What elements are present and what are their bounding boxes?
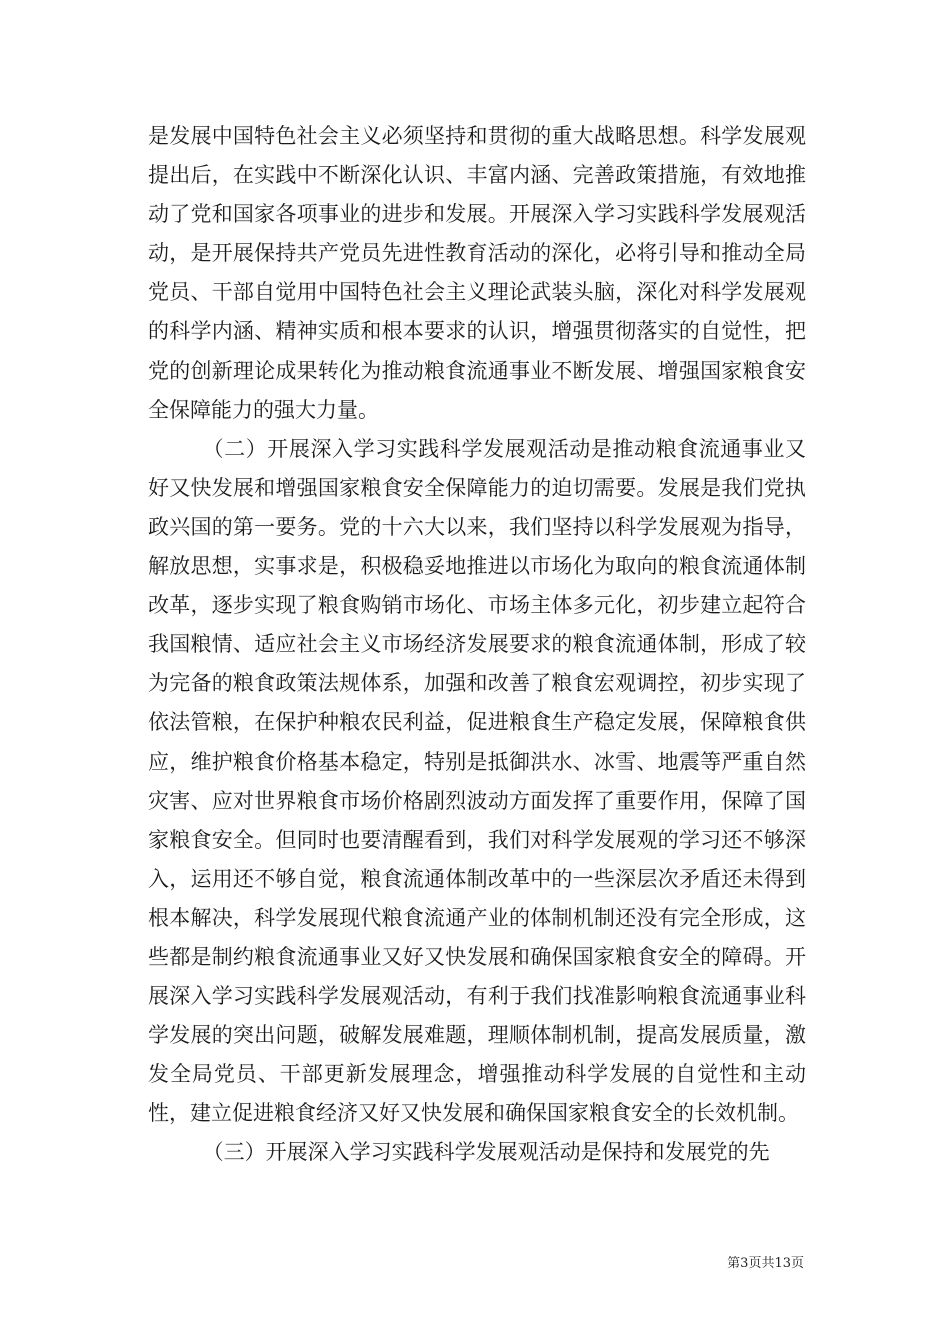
document-body — [148, 117, 806, 1173]
page-number: 第3页共13页 — [727, 1256, 804, 1271]
paragraph-continuation: 是发展中国特色社会主义必须坚持和贯彻的重大战略思想。科学发展观提出后，在实践中不断深化认识、丰富内涵、完善政策措施，有效地推动了党和国家各项事业的进步和发展。开展深入学习实践科学发展观活动，是开展保持共产党员先进性教育活动的深化，必将引导和推动全局党员、干部自觉用中国特色社会主义理论武装头脑，深化对科学发展观的科学内涵、精神实质和根本要求的认识，增强贯彻落实的自觉性，把党的创新理论成果转化为推动粮食流通事业不断发展、增强国家粮食安全保障能力的强大力量。 — [148, 124, 806, 422]
paragraph-section-three: （三）开展深入学习实践科学发展观活动是保持和发展党的先 — [202, 1140, 770, 1165]
paragraph-section-two: （二）开展深入学习实践科学发展观活动是推动粮食流通事业又好又快发展和增强国家粮食安全保障能力的迫切需要。发展是我们党执政兴国的第一要务。党的十六大以来，我们坚持以科学发展观为指导，解放思想，实事求是，积极稳妥地推进以市场化为取向的粮食流通体制改革，逐步实现了粮食购销市场化、市场主体多元化，初步建立起符合我国粮情、适应社会主义市场经济发展要求的粮食流通体制，形成了较为完备的粮食政策法规体系，加强和改善了粮食宏观调控，初步实现了依法管粮，在保护种粮农民利益，促进粮食生产稳定发展，保障粮食供应，维护粮食价格基本稳定，特别是抵御洪水、冰雪、地震等严重自然灾害、应对世界粮食市场价格剧烈波动方面发挥了重要作用，保障了国家粮食安全。但同时也要清醒看到，我们对科学发展观的学习还不够深入，运用还不够自觉，粮食流通体制改革中的一些深层次矛盾还未得到根本解决，科学发展现代粮食流通产业的体制机制还没有完全形成，这些都是制约粮食流通事业又好又快发展和确保国家粮食安全的障碍。开展深入学习实践科学发展观活动，有利于我们找准影响粮食流通事业科学发展的突出问题，破解发展难题，理顺体制机制，提高发展质量，激发全局党员、干部更新发展理念，增强推动科学发展的自觉性和主动性，建立促进粮食经济又好又快发展和确保国家粮食安全的长效机制。 — [148, 436, 806, 1126]
